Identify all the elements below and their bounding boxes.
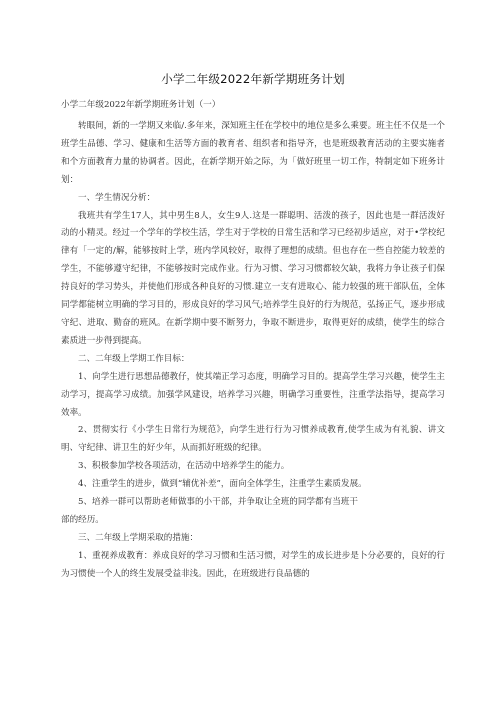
goal-item-3: 3、积极参加学校各项活动，在活动中培养学生的能力。: [78, 461, 290, 472]
section-heading-measures: 三、二年级上学期采取的措施：: [78, 532, 199, 543]
section-heading-work-goals: 二、二年级上学期工作目标：: [78, 353, 190, 364]
document-title: 小学二年级2022年新学期班务计划: [161, 72, 345, 86]
section-heading-student-analysis: 一、学生情况分析：: [78, 192, 156, 203]
goal-item-1: 1、向学生进行思想品德教仔，使其端正学习态度，明确学习目的。提高学生学习兴趣，使学生主动学习，提高学习成绩。加强学风建设，培养学习兴趣，明确学习重要性，注重学法指导，提高学习效率。: [61, 371, 445, 418]
goal-item-5: 5、培养一群可以帮助老师做事的小干部，并争取让全班的同学都有当班干: [78, 497, 358, 508]
document-subtitle: 小学二年级2022年新学期班务计划（一）: [61, 100, 221, 110]
student-analysis-paragraph: 我班共有学生17人，其中男生8人，女生9人.这是一群聪明、活泼的孩子，因此也是一群活泼好动的小精灵。经过一个学年的学校生活，学生对于学校的日常生活和学习已经初步适应，对于•学校纪律有「一定的/解，能够按时上学，班内学风较好，取得了理想的成绩。但也存在一些自控能力较差的学生，不能够遵守纪律，不能够按时完成作业。行为习惯、学习习惯都较欠缺，我将力争让孩子们保持良好的学习势头，并使他们形成各种良好的习惯.建立一支有进取心、能力较强的班干部队伍，全体同学都能树立明确的学习目的，形成良好的学习风气;培养学生良好的行为规范，弘扬正气，逐步形成守纪、进取、勤奋的班风。在新学期中要不断努力，争取不断进步，取得更好的成绩，使学生的综合素质进一步得到提高。: [61, 210, 445, 346]
document-body: [61, 118, 445, 584]
measure-item-1: 1、重视养成教育：养成良好的学习习惯和生活习惯，对学生的成长进步是卜分必要的，良好的行为习惯使一个人的终生发展受益非浅。因此，在班级进行良品德的: [61, 550, 445, 579]
goal-item-2: 2、贯彻实行《小学生日常行为规范》，向学生进行行为习惯养成教育,使学生成为有礼貌、讲文明、守纪律、讲卫生的好少年，从而抓好班级的纪律。: [61, 425, 445, 454]
intro-paragraph: 转眼间，新的一学期又来临/.多年来，深知班主任在学校中的地位是多么乘要。班主任不仅是一个班学生品德、学习、健康和生活等方面的教育者、组织者和指导齐，也是班级教育活动的主要实施者和个方面教育力量的协调者。因此，在新学期开始之际，为「做好班里一切工作，特制定如下班务计划：: [61, 121, 445, 185]
goal-item-5-continuation: 部的经历。: [61, 514, 104, 525]
goal-item-4: 4、注重学生的进步，做到“辅优补差”，面向全体学生，注重学生素质发展。: [78, 479, 367, 490]
